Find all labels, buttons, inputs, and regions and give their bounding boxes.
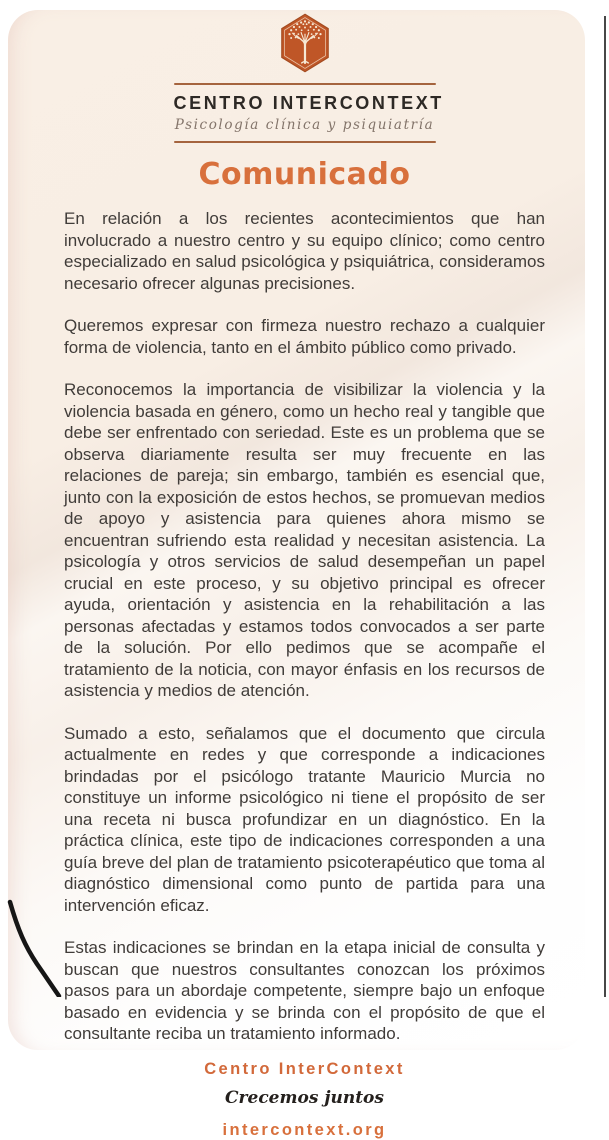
logo-wrap [0,12,609,79]
paragraph-4: Sumado a esto, señalamos que el documento que circula actualmente en redes y que corresponde a indicaciones brindadas por el psicólogo tratante Mauricio Murcia no constituye un informe psicológico ni tiene el propósito de ser una receta ni busca profundizar en un diagnóstico. En la práctica clínica, este tipo de indicaciones corresponden a una guía breve del plan de tratamiento psicoterapéutico que toma al diagnóstico dimensional como punto de partida para una intervención eficaz. [64,723,545,915]
masthead-rule-bottom [174,141,436,143]
footer-website: intercontext.org [222,1120,387,1139]
footer [0,1060,609,1140]
masthead-rule-top [174,83,436,85]
masthead [173,83,444,143]
footer-brand-name: Centro InterContext [204,1059,405,1078]
footer-slogan: Crecemos juntos [225,1087,384,1108]
tree-hexagon-logo-icon [272,61,338,78]
body-text [64,208,545,1045]
pen-stroke-mark [4,896,74,997]
brand-name: CENTRO INTERCONTEXT [173,93,444,113]
paragraph-5: Estas indicaciones se brindan en la etapa inicial de consulta y buscan que nuestros consultantes conozcan los próximos pasos para un abordaje competente, siempre bajo un enfoque basado en evidencia y se brinda con el propósito de que el consultante reciba un tratamiento informado. [64,938,545,1043]
brand-tagline: Psicología clínica y psiquiatría [174,117,435,133]
paragraph-1: En relación a los recientes acontecimientos que han involucrado a nuestro centro y su equipo clínico; como centro especializado en salud psicológica y psiquiátrica, consideramos necesario ofrecer algunas precisiones. [64,209,545,293]
paragraph-2: Queremos expresar con firmeza nuestro rechazo a cualquier forma de violencia, tanto en el ámbito público como privado. [64,316,545,357]
paragraph-3: Reconocemos la importancia de visibilizar la violencia y la violencia basada en género, como un hecho real y tangible que debe ser enfrentado con seriedad. Este es un problema que se observa diariamente resulta ser muy frecuente en las relaciones de pareja; sin embargo, también es esencial que, junto con la exposición de estos hechos, se promuevan medios de apoyo y asistencia para quienes ahora mismo se encuentran sufriendo esta realidad y necesitan asistencia. La psicología y otros servicios de salud desempeñan un papel crucial en este proceso, y su objetivo principal es ofrecer ayuda, orientación y asistencia en la rehabilitación a las personas afectadas y estamos todos convocados a ser parte de la solución. Por ello pedimos que se acompañe el tratamiento de la noticia, con mayor énfasis en los recursos de asistencia y medios de atención. [64,380,545,700]
page-title: Comunicado [198,157,411,192]
